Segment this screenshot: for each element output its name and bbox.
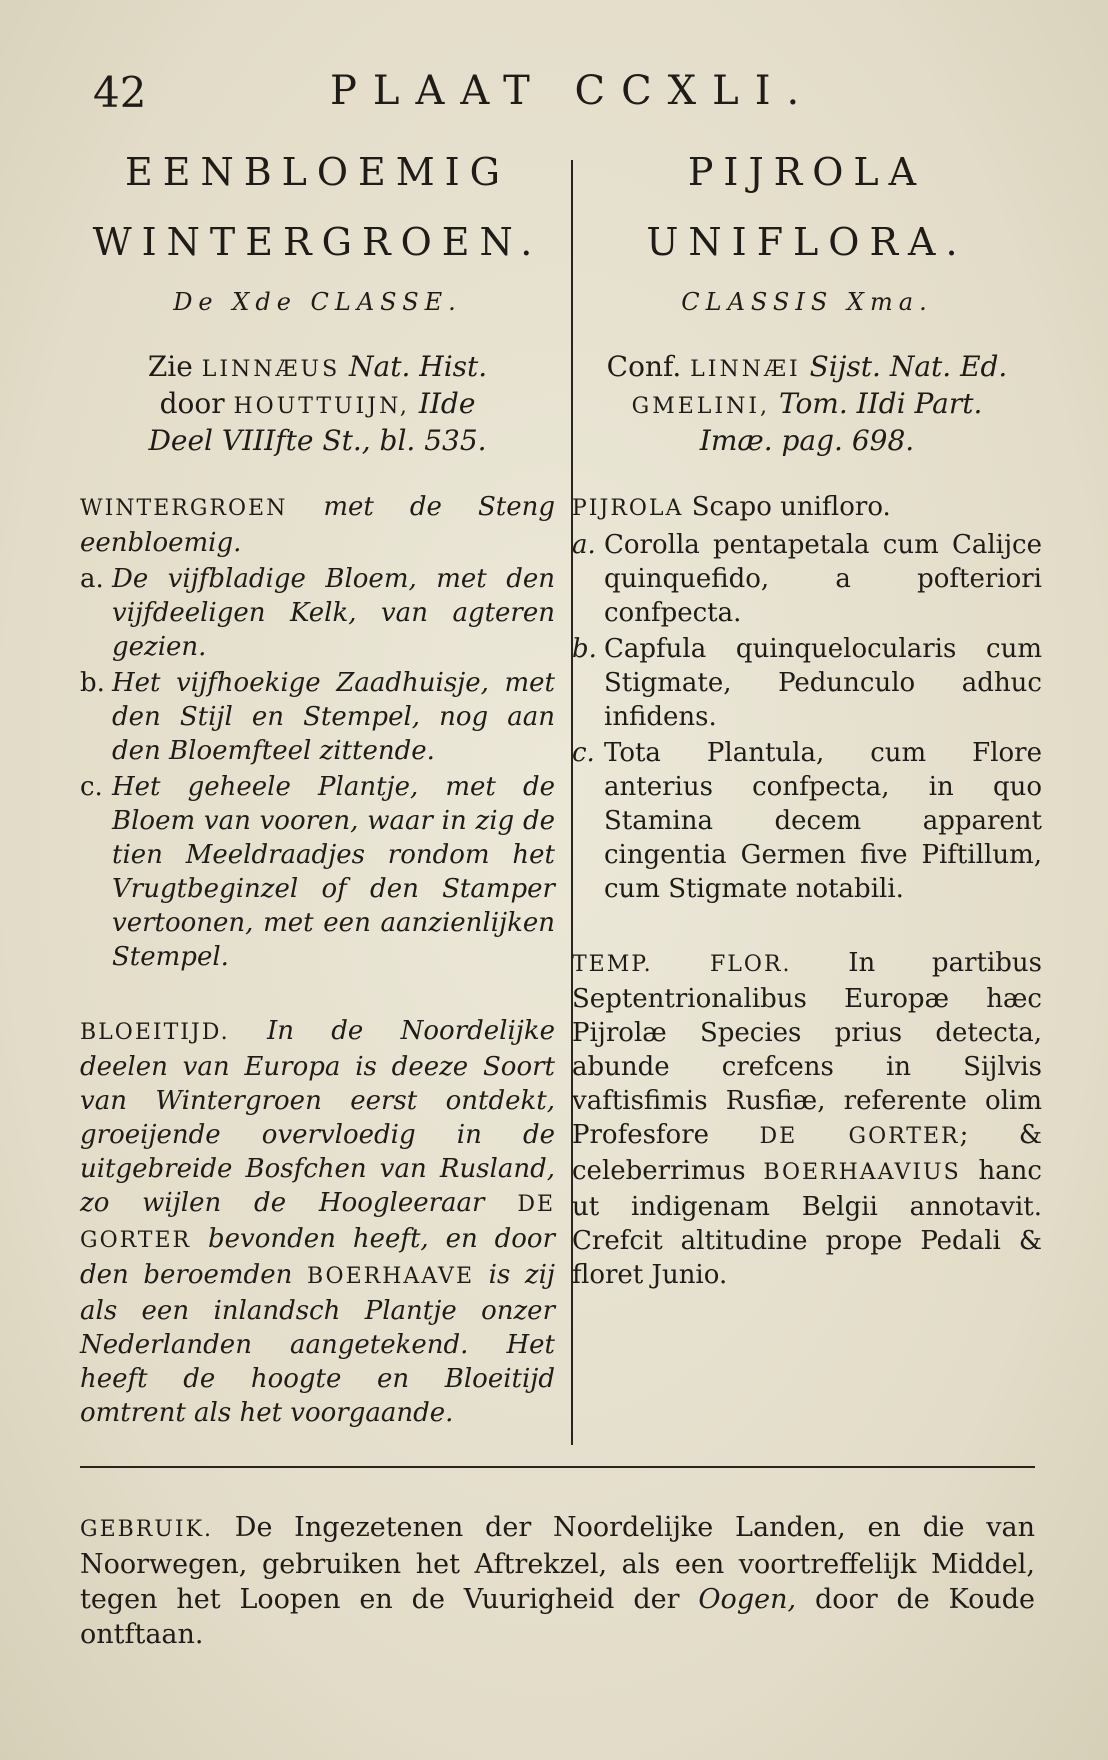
usage-text2: door de Koude ontftaan. (80, 1584, 1036, 1650)
usage-paragraph (80, 1510, 1035, 1652)
section-rule (80, 1466, 1035, 1468)
page-header (85, 62, 1035, 122)
item-letter: c. (572, 738, 595, 768)
ref-ilde: IIde (418, 387, 476, 420)
flowering-text1: In partibus Septentrionalibus Europæ hæc Pijrolæ Species prius detecta, abunde crefcens in Sijlvis vaftisfimis Rusfiæ, referente olim Profesfore (572, 948, 1042, 1150)
item-text: Het vijfhoekige Zaadhuisje, met den Stijl en Stempel, nog aan den Bloemfteel zittende. (112, 668, 555, 766)
ref-tom: Tom. IIdi Part. (778, 387, 983, 420)
latin-reference (572, 350, 1042, 458)
dutch-classe: De Xde CLASSE. (173, 288, 462, 316)
flowering-text1: In de Noordelijke deelen van Europa is deeze Soort van Wintergroen eerst ontdekt, groeijende overvloedig in de uitgebreide Bosfchen van Rusland, zo wijlen de Hoogleeraar (80, 1016, 555, 1218)
item-text: Tota Plantula, cum Flore anterius confpecta, in quo Stamina decem apparent cingentia Germen five Piftillum, cum Stigmate notabili. (604, 738, 1042, 904)
latin-item-b (572, 632, 1042, 734)
item-letter: b. (572, 634, 597, 664)
item-text: Capfula quinquelocularis cum Stigmate, Pedunculo adhuc infidens. (604, 634, 1042, 732)
dutch-lead-genus: WINTERGROEN (80, 496, 288, 521)
item-letter: b. (80, 668, 105, 698)
flowering-label: BLOEITIJD. (80, 1020, 230, 1045)
ref-nat-hist: Nat. Hist. (349, 350, 488, 383)
latin-flowering (572, 946, 1042, 1292)
dutch-name-line1: EENBLOEMIG (124, 150, 511, 194)
ref-gmelini: GMELINI, (631, 394, 771, 419)
dutch-lead-text: met de Steng eenbloemig. (80, 492, 555, 558)
flowering-name-boerhaavius: BOERHAAVIUS (763, 1160, 961, 1185)
flowering-name-gorter: DE GORTER (80, 1192, 556, 1253)
latin-classis: CLASSIS Xma. (681, 288, 933, 316)
latin-lead (572, 490, 1042, 526)
flowering-name-boerhaave: BOERHAAVE (306, 1264, 475, 1289)
dutch-flowering (80, 1014, 555, 1430)
latin-lead-text: Scapo unifloro. (691, 492, 891, 522)
flowering-text2: bevonden heeft, en door den beroemden (80, 1224, 556, 1290)
flowering-name-gorter: DE GORTER (759, 1124, 960, 1149)
latin-name-line2: UNIFLORA. (646, 220, 968, 264)
usage-oogen: Oogen, (698, 1584, 797, 1615)
dutch-name-line2: WINTERGROEN. (92, 220, 543, 264)
ref-houttuijn: HOUTTUIJN, (233, 394, 410, 419)
dutch-item-c (80, 770, 555, 974)
usage-text1: De Ingezetenen der Noordelijke Landen, en die van Noorwegen, gebruiken het Aftrekzel, als een voortreffelijk Middel, tegen het Loopen en de Vuurigheid der (80, 1512, 1035, 1615)
flowering-text3: is zij als een inlandsch Plantje onzer Nederlanden aangetekend. Het heeft de hoogte en Bloeitijd omtrent als het voorgaande. (80, 1260, 555, 1428)
usage-label: GEBRUIK. (80, 1517, 214, 1542)
ref-imae: Imæ. pag. 698. (699, 424, 915, 457)
ref-deel: Deel VIIIfte St., bl. 535. (148, 424, 487, 457)
flowering-text2: ; & celeberrimus (572, 1120, 1042, 1186)
item-text: De vijfbladige Bloem, met den vijfdeeligen Kelk, van agteren gezien. (112, 564, 555, 662)
page-number: 42 (93, 68, 147, 117)
latin-item-c (572, 736, 1042, 906)
latin-column (572, 150, 1042, 1292)
ref-conf: Conf. (606, 350, 682, 383)
item-letter: c. (80, 772, 103, 802)
ref-syst: Sijst. Nat. Ed. (809, 350, 1008, 383)
dutch-item-b (80, 666, 555, 768)
dutch-lead (80, 490, 555, 560)
ref-zie: Zie (147, 350, 193, 383)
item-letter: a. (80, 564, 104, 594)
plate-title: PLAAT CCXLI. (330, 68, 816, 114)
latin-name-line1: PIJROLA (687, 150, 927, 194)
dutch-item-a (80, 562, 555, 664)
latin-item-a (572, 528, 1042, 630)
latin-lead-genus: PIJROLA (572, 496, 684, 521)
ref-door: door (159, 387, 225, 420)
item-text: Corolla pentapetala cum Calijce quinquefido, a pofteriori confpecta. (604, 530, 1042, 628)
dutch-column (80, 150, 555, 1430)
ref-linnaeus: LINNÆUS (201, 357, 341, 382)
dutch-reference (80, 350, 555, 458)
flowering-text3: hanc ut indigenam Belgii annotavit. Crefcit altitudine prope Pedali & floret Junio. (572, 1156, 1042, 1290)
ref-linnaei: LINNÆI (690, 357, 801, 382)
flowering-label: TEMP. FLOR. (572, 952, 792, 977)
item-text: Het geheele Plantje, met de Bloem van vooren, waar in zig de tien Meeldraadjes rondom het Vrugtbeginzel of den Stamper vertoonen, met een aanzienlijken Stempel. (112, 772, 555, 972)
item-letter: a. (572, 530, 596, 560)
